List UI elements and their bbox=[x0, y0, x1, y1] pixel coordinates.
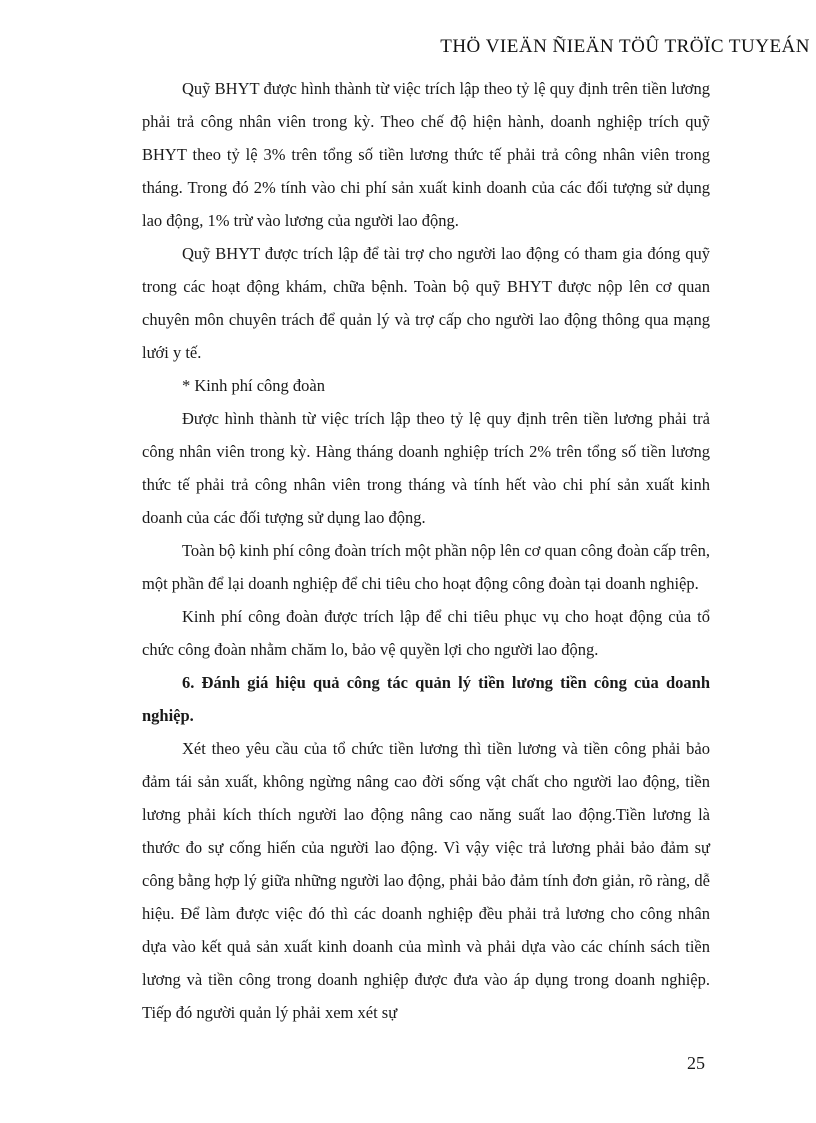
paragraph-union-fee-title: * Kinh phí công đoàn bbox=[182, 376, 325, 395]
page-number: 25 bbox=[687, 1053, 705, 1073]
page-header: THÖ VIEÄN ÑIEÄN TÖÛ TRÖÏC TUYEÁN bbox=[440, 36, 810, 57]
paragraph-union-fee-formation: Được hình thành từ việc trích lập theo tỷ lệ quy định trên tiền lương phải trả công nhân viên trong kỳ. Hàng tháng doanh nghiệp trích 2% trên tổng số tiền lương thức tế phải trả công nhân viên trong tháng và tính hết vào chi phí sản xuất kinh doanh của các đối tượng sử dụng lao động. bbox=[142, 409, 710, 527]
paragraph-bhyt-formation: Quỹ BHYT được hình thành từ việc trích lập theo tỷ lệ quy định trên tiền lương phải trả công nhân viên trong kỳ. Theo chế độ hiện hành, doanh nghiệp trích quỹ BHYT theo tỷ lệ 3% trên tổng số tiền lương thức tế phải trả công nhân viên trong tháng. Trong đó 2% tính vào chi phí sản xuất kinh doanh của các đối tượng sử dụng lao động, 1% trừ vào lương của người lao động. bbox=[142, 79, 710, 230]
document-body bbox=[142, 72, 710, 1029]
paragraph-evaluation: Xét theo yêu cầu của tổ chức tiền lương thì tiền lương và tiền công phải bảo đảm tái sản xuất, không ngừng nâng cao đời sống vật chất cho người lao động, tiền lương phải kích thích người lao động nâng cao năng suất lao động.Tiền lương là thước đo sự cống hiến của người lao động. Vì vậy việc trả lương phải bảo đảm sự công bằng hợp lý giữa những người lao động, phải bảo đảm tính đơn giản, rõ ràng, dễ hiệu. Để làm được việc đó thì các doanh nghiệp đều phải trả lương cho công nhân dựa vào kết quả sản xuất kinh doanh của mình và phải dựa vào các chính sách tiền lương và tiền công trong doanh nghiệp được đưa vào áp dụng trong doanh nghiệp. Tiếp đó người quản lý phải xem xét sự bbox=[142, 739, 710, 1022]
paragraph-bhyt-purpose: Quỹ BHYT được trích lập để tài trợ cho người lao động có tham gia đóng quỹ trong các hoạt động khám, chữa bệnh. Toàn bộ quỹ BHYT được nộp lên cơ quan chuyên môn chuyên trách để quản lý và trợ cấp cho người lao động thông qua mạng lưới y tế. bbox=[142, 244, 710, 362]
paragraph-union-fee-allocation: Toàn bộ kinh phí công đoàn trích một phần nộp lên cơ quan công đoàn cấp trên, một phần để lại doanh nghiệp để chi tiêu cho hoạt động công đoàn tại doanh nghiệp. bbox=[142, 541, 710, 593]
paragraph-union-fee-purpose: Kinh phí công đoàn được trích lập để chi tiêu phục vụ cho hoạt động của tổ chức công đoàn nhằm chăm lo, bảo vệ quyền lợi cho người lao động. bbox=[142, 607, 710, 659]
section-heading: 6. Đánh giá hiệu quả công tác quản lý tiền lương tiền công của doanh nghiệp. bbox=[142, 673, 710, 725]
